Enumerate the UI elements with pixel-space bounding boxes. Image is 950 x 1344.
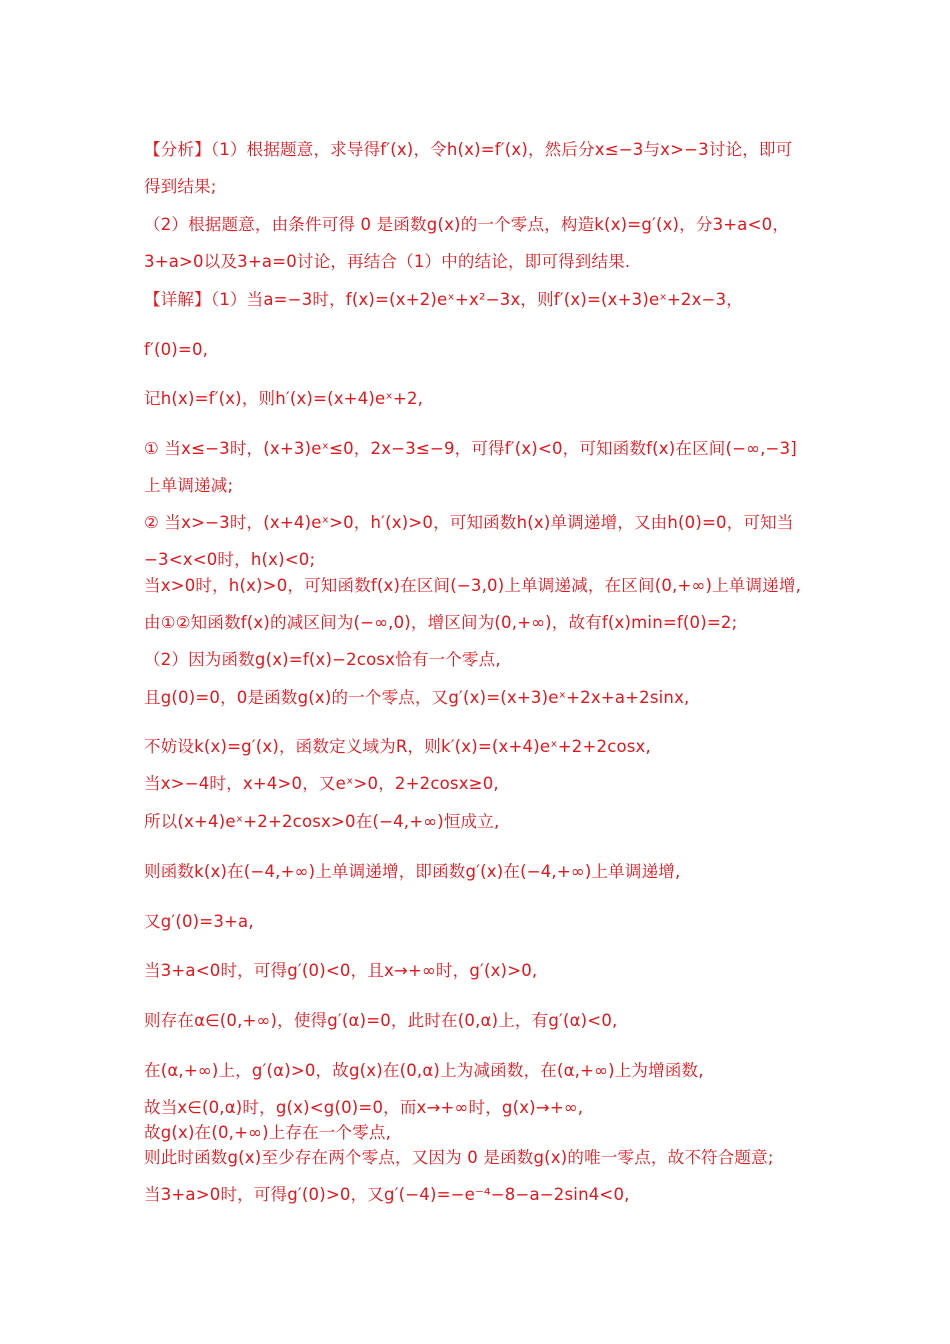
text-line: 由①②知函数f(x)的减区间为(−∞,0)，增区间为(0,+∞)，故有f(x)min=f(0)=2; (144, 613, 738, 632)
text-line: 且g(0)=0，0是函数g(x)的一个零点，又g′(x)=(x+3)eˣ+2x+a+2sinx, (144, 688, 690, 707)
text-line: 故g(x)在(0,+∞)上存在一个零点, (144, 1123, 392, 1142)
text-line: 当3+a>0时，可得g′(0)>0，又g′(−4)=−e⁻⁴−8−a−2sin4<0, (144, 1185, 630, 1204)
text-line: 【详解】（1）当a=−3时，f(x)=(x+2)eˣ+x²−3x，则f′(x)=(x+3)eˣ+2x−3， (144, 290, 743, 309)
text-line: −3<x<0时，h(x)<0; (144, 550, 316, 569)
text-line: 3+a>0以及3+a=0讨论，再结合（1）中的结论，即可得到结果. (144, 252, 631, 271)
text-line: 则函数k(x)在(−4,+∞)上单调递增，即函数g′(x)在(−4,+∞)上单调递增, (144, 862, 681, 881)
text-line: 所以(x+4)eˣ+2+2cosx>0在(−4,+∞)恒成立, (144, 812, 500, 831)
text-line: （2）因为函数g(x)=f(x)−2cosx恰有一个零点, (144, 650, 501, 669)
text-line: ① 当x≤−3时，(x+3)eˣ≤0，2x−3≤−9，可得f′(x)<0，可知函数f(x)在区间(−∞,−3] (144, 439, 797, 458)
text-line: 故当x∈(0,α)时，g(x)<g(0)=0，而x→+∞时，g(x)→+∞, (144, 1098, 584, 1117)
text-line: 又g′(0)=3+a, (144, 912, 254, 931)
text-line: 则存在α∈(0,+∞)，使得g′(α)=0，此时在(0,α)上，有g′(α)<0, (144, 1011, 618, 1030)
text-line: 在(α,+∞)上，g′(α)>0，故g(x)在(0,α)上为减函数，在(α,+∞)上为增函数, (144, 1061, 704, 1080)
text-line: （2）根据题意，由条件可得 0 是函数g(x)的一个零点，构造k(x)=g′(x)，分3+a<0， (144, 215, 790, 234)
text-line: 记h(x)=f′(x)，则h′(x)=(x+4)eˣ+2, (144, 389, 424, 408)
text-line: ② 当x>−3时，(x+4)eˣ>0，h′(x)>0，可知函数h(x)单调递增，又由h(0)=0，可知当 (144, 513, 794, 532)
text-line: 【分析】（1）根据题意，求导得f′(x)，令h(x)=f′(x)，然后分x≤−3与x>−3讨论，即可 (144, 140, 793, 159)
text-line: 当x>−4时，x+4>0，又eˣ>0，2+2cosx≥0, (144, 774, 499, 793)
text-line: 上单调递减; (144, 476, 234, 495)
text-line: 不妨设k(x)=g′(x)，函数定义域为R，则k′(x)=(x+4)eˣ+2+2cosx, (144, 737, 651, 756)
text-line: 得到结果; (144, 177, 217, 196)
text-line: 当3+a<0时，可得g′(0)<0，且x→+∞时，g′(x)>0, (144, 961, 538, 980)
text-line: 当x>0时，h(x)>0，可知函数f(x)在区间(−3,0)上单调递减，在区间(0,+∞)上单调递增, (144, 576, 802, 595)
text-line: 则此时函数g(x)至少存在两个零点，又因为 0 是函数g(x)的唯一零点，故不符合题意; (144, 1148, 774, 1167)
text-line: f′(0)=0, (144, 340, 209, 359)
